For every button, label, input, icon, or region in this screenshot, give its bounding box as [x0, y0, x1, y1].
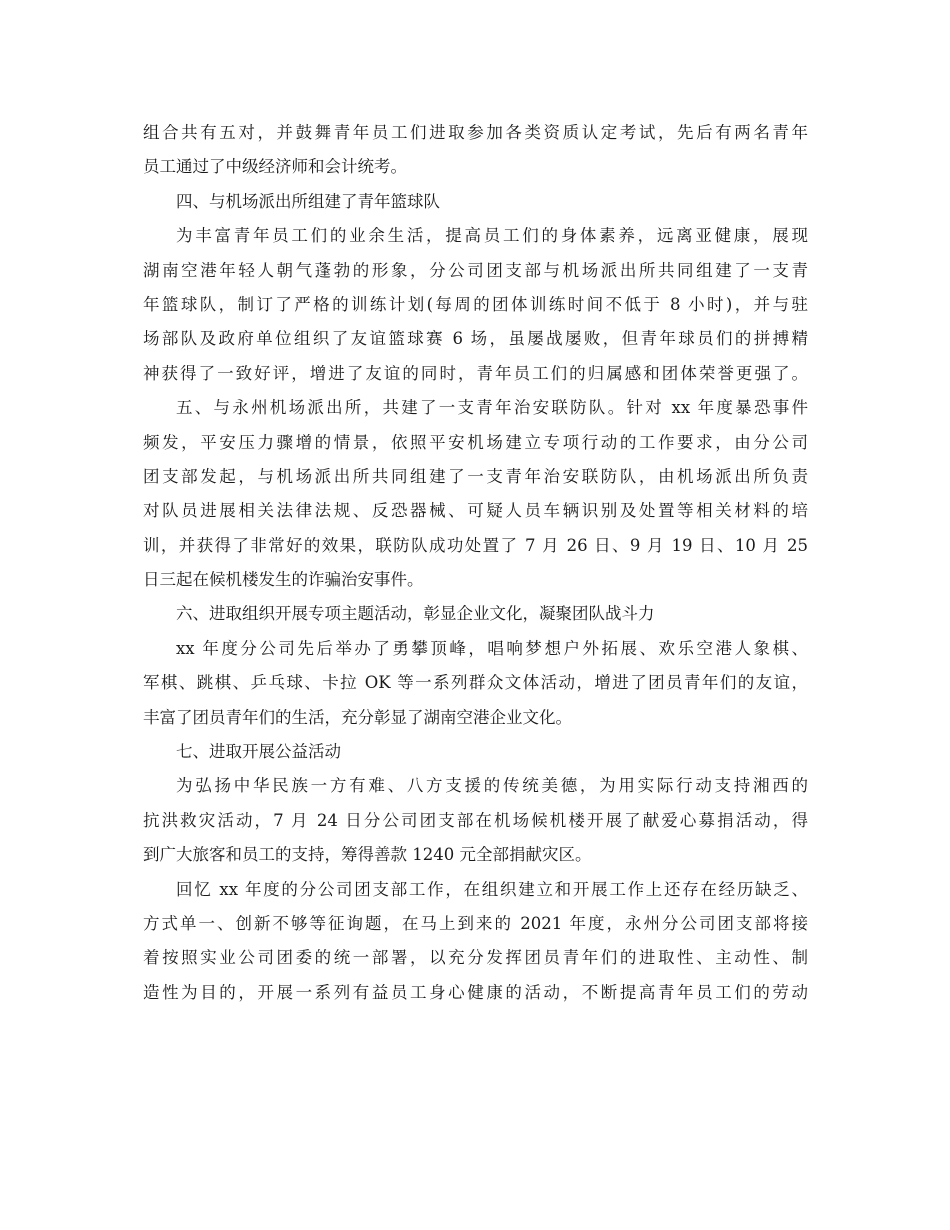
body-line: 到广大旅客和员工的支持，筹得善款 1240 元全部捐献灾区。	[143, 845, 592, 865]
body-line: 神获得了一致好评，增进了友谊的同时，青年员工们的归属感和团体荣誉更强了。	[143, 363, 808, 383]
body-line: 员工通过了中级经济师和会计统考。	[143, 157, 407, 177]
section-heading: 五、与永州机场派出所，共建了一支青年治安联防队。针对 xx 年度暴恐事件	[176, 398, 808, 418]
section-heading: 六、进取组织开展专项主题活动，彰显企业文化，凝聚团队战斗力	[176, 604, 655, 624]
body-line: 抗洪救灾活动，7 月 24 日分公司团支部在机场候机楼开展了献爱心募捐活动，得	[143, 810, 808, 830]
body-line: 对队员进展相关法律法规、反恐器械、可疑人员车辆识别及处置等相关材料的培	[143, 501, 808, 521]
body-line: 频发，平安压力骤增的情景，依照平安机场建立专项行动的工作要求，由分公司	[143, 432, 808, 452]
body-line: xx 年度分公司先后举办了勇攀顶峰，唱响梦想户外拓展、欢乐空港人象棋、	[176, 638, 808, 658]
body-line: 方式单一、创新不够等征询题，在马上到来的 2021 年度，永州分公司团支部将接	[143, 913, 808, 933]
body-line: 造性为目的，开展一系列有益员工身心健康的活动，不断提高青年员工们的劳动	[143, 982, 808, 1002]
body-line: 场部队及政府单位组织了友谊篮球赛 6 场，虽屡战屡败，但青年球员们的拼搏精	[143, 329, 808, 349]
section-heading: 七、进取开展公益活动	[176, 742, 341, 762]
body-line: 训，并获得了非常好的效果，联防队成功处置了 7 月 26 日、9 月 19 日、10 月 25	[143, 535, 808, 555]
body-line: 湖南空港年轻人朝气蓬勃的形象，分公司团支部与机场派出所共同组建了一支青	[143, 260, 808, 280]
document-body	[143, 116, 808, 1010]
body-line: 组合共有五对，并鼓舞青年员工们进取参加各类资质认定考试，先后有两名青年	[143, 123, 808, 142]
body-line: 丰富了团员青年们的生活，充分彰显了湖南空港企业文化。	[143, 707, 572, 727]
body-line: 回忆 xx 年度的分公司团支部工作，在组织建立和开展工作上还存在经历缺乏、	[176, 879, 808, 899]
section-heading: 四、与机场派出所组建了青年篮球队	[176, 191, 440, 211]
body-line: 为丰富青年员工们的业余生活，提高员工们的身体素养，远离亚健康，展现	[176, 226, 808, 246]
body-line: 为弘扬中华民族一方有难、八方支援的传统美德，为用实际行动支持湘西的	[176, 776, 808, 796]
body-line: 年篮球队，制订了严格的训练计划(每周的团体训练时间不低于 8 小时)，并与驻	[143, 294, 808, 314]
body-line: 团支部发起，与机场派出所共同组建了一支青年治安联防队，由机场派出所负责	[143, 466, 808, 486]
body-line: 着按照实业公司团委的统一部署，以充分发挥团员青年们的进取性、主动性、制	[143, 948, 808, 968]
body-line: 军棋、跳棋、乒乓球、卡拉 OK 等一系列群众文体活动，增进了团员青年们的友谊，	[143, 673, 808, 693]
body-line: 日三起在候机楼发生的诈骗治安事件。	[143, 570, 424, 590]
